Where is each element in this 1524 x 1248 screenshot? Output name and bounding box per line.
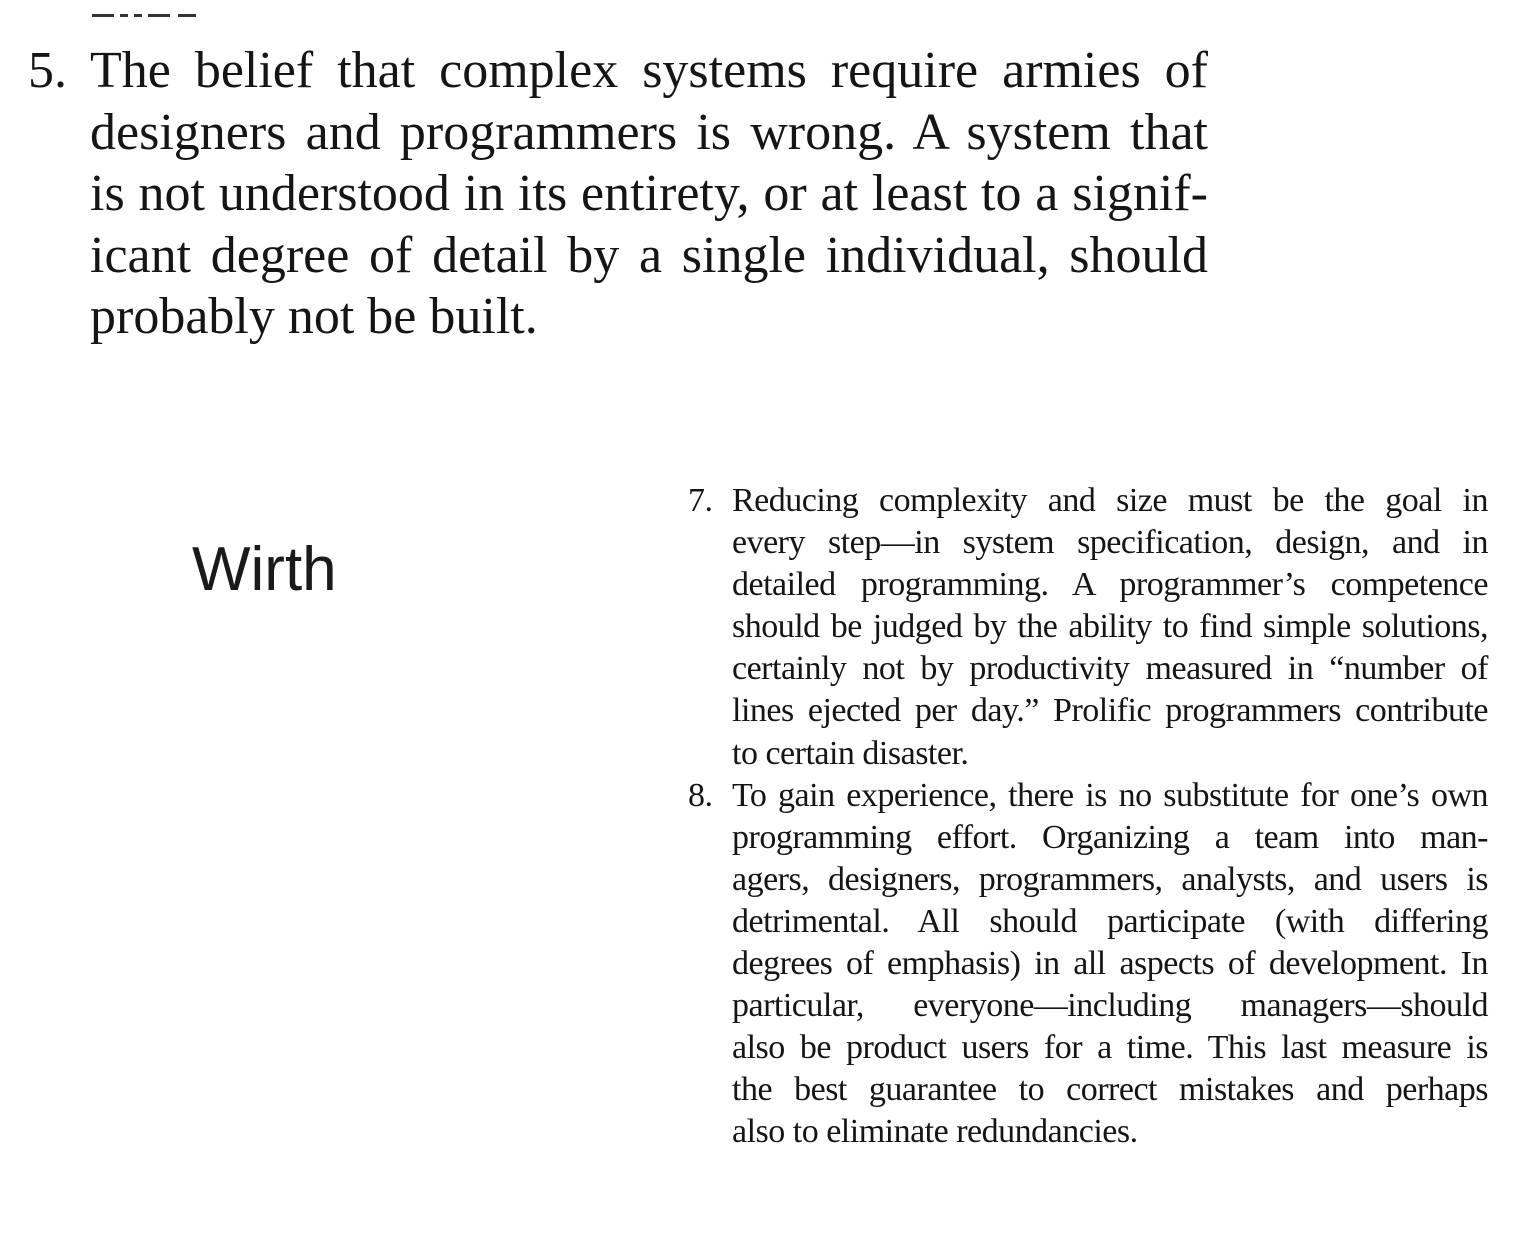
list-item-text <box>732 480 1488 775</box>
text-line: programming effort. Organizing a team into man- <box>732 818 1488 856</box>
text-line: Reducing complexity and size must be the goal in <box>732 482 1488 519</box>
text-line: also be product users for a time. This last measure is <box>732 1029 1488 1067</box>
list-item-number: 8. <box>688 776 713 814</box>
text-line: agers, designers, programmers, analysts, and users is <box>732 860 1488 898</box>
text-line: also to eliminate redundancies. <box>732 1113 1138 1151</box>
text-line: lines ejected per day.” Prolific programmers contribute <box>732 692 1488 730</box>
list-item-number: 7. <box>688 482 713 519</box>
text-line: designers and programmers is wrong. A system that <box>90 103 1208 161</box>
list-item-8 <box>688 775 1488 1154</box>
text-line: The belief that complex systems require armies of <box>90 42 1208 99</box>
cropped-text-fragment <box>92 14 202 18</box>
list-item-text <box>732 775 1488 1154</box>
text-line: probably not be built. <box>90 288 538 345</box>
text-line: degrees of emphasis) in all aspects of development. In <box>732 945 1488 983</box>
text-line: to certain disaster. <box>732 734 969 772</box>
list-item-7 <box>688 480 1488 775</box>
text-line: certainly not by productivity measured in “number of <box>732 650 1488 688</box>
list-item-text <box>90 40 1208 348</box>
text-line: particular, everyone—including managers—should <box>732 987 1488 1025</box>
list-item-5 <box>28 40 1208 348</box>
text-line: detailed programming. A programmer’s competence <box>732 566 1488 604</box>
text-line: To gain experience, there is no substitute for one’s own <box>732 776 1488 814</box>
author-label: Wirth <box>192 535 337 604</box>
text-line: should be judged by the ability to find simple solutions, <box>732 608 1488 646</box>
numbered-list <box>688 480 1488 1154</box>
list-item-number: 5. <box>28 42 67 99</box>
text-line: is not understood in its entirety, or at least to a signif- <box>90 165 1208 222</box>
text-line: icant degree of detail by a single individual, should <box>90 226 1208 284</box>
text-line: every step—in system specification, design, and in <box>732 524 1488 562</box>
text-line: detrimental. All should participate (with differing <box>732 902 1488 940</box>
text-line: the best guarantee to correct mistakes and perhaps <box>732 1071 1488 1109</box>
